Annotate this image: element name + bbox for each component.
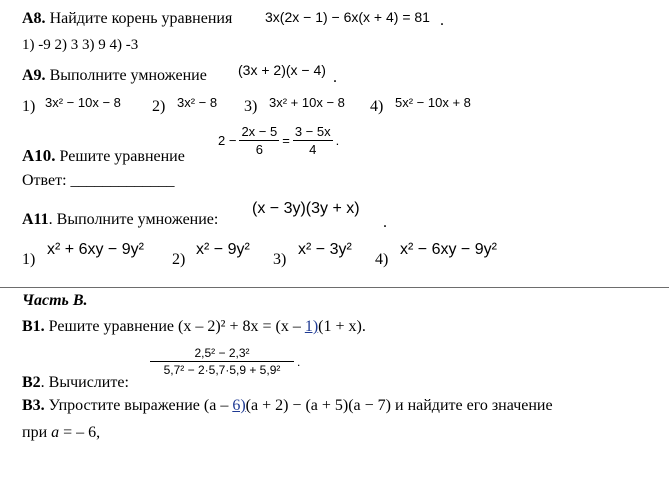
b1-text-post: (1 + x). [318, 318, 366, 335]
a11-trail: . [383, 214, 387, 231]
a9-label: А9. [22, 67, 46, 84]
b2-expression [150, 346, 300, 377]
a11-option-4-num: 4) [375, 251, 389, 268]
b2-label: В2 [22, 374, 41, 391]
b3-text-post: (a + 2) − (a + 5)(a − 7) и найдите его значение [245, 397, 553, 414]
a9-option-3-expr: 3x² + 10x − 8 [269, 95, 345, 110]
a10-fraction-1-bar [239, 140, 279, 141]
a10-equals: = [282, 133, 290, 148]
a9-trail: . [333, 69, 337, 86]
b2-fraction-numerator: 2,5² − 2,3² [194, 346, 250, 360]
b1-label: В1. [22, 318, 45, 335]
a9-option-1-num: 1) [22, 98, 36, 115]
a10-fraction-2-bar [293, 140, 333, 141]
a9-prompt: Выполните умножение [49, 67, 207, 84]
b3-text-link[interactable]: 6) [232, 397, 246, 414]
a9-option-4-num: 4) [370, 98, 384, 115]
a9-question [22, 67, 207, 85]
a10-fraction-1-numerator: 2x − 5 [241, 124, 278, 139]
b2-prompt: . Вычислите: [40, 374, 129, 391]
a11-expression: (x − 3y)(3y + x) [252, 200, 360, 217]
a10-label: А10. [22, 146, 56, 165]
a10-question [22, 146, 185, 166]
a11-question [22, 211, 218, 229]
a11-option-2-expr: x² − 9y² [196, 241, 250, 258]
a8-options: 1) -9 2) 3 3) 9 4) -3 [22, 37, 139, 53]
b3-question [22, 397, 553, 415]
a9-option-2-expr: 3x² − 8 [177, 95, 218, 110]
b3-line2-pre: при [22, 424, 52, 441]
b3-label: В3. [22, 397, 45, 414]
a11-label: А11 [22, 211, 49, 228]
a10-fraction-2-denominator: 4 [309, 142, 317, 157]
a9-option-2-num: 2) [152, 98, 166, 115]
a11-option-3-num: 3) [273, 251, 287, 268]
a10-fraction-2 [293, 124, 333, 157]
a8-equation: 3x(2x − 1) − 6x(x + 4) = 81 [265, 9, 430, 25]
a11-option-1-num: 1) [22, 251, 36, 268]
a11-option-2-num: 2) [172, 251, 186, 268]
section-divider [0, 287, 669, 288]
a11-option-4-expr: x² − 6xy − 9y² [400, 241, 497, 258]
a11-option-1-expr: x² + 6xy − 9y² [47, 241, 144, 258]
b1-text-pre: Решите уравнение (x – 2)² + 8x = (x – [48, 318, 305, 335]
b2-question [22, 374, 129, 392]
a10-answer-line: Ответ: _____________ [22, 172, 175, 189]
a8-question [22, 10, 232, 28]
a8-trail: . [440, 12, 444, 29]
a10-trail: . [335, 133, 340, 148]
a10-fraction-2-numerator: 3 − 5x [294, 124, 331, 139]
b2-fraction [150, 346, 294, 377]
b1-text-link[interactable]: 1) [304, 318, 319, 335]
a11-option-3-expr: x² − 3y² [298, 241, 352, 258]
b2-trail: . [297, 354, 301, 369]
a10-fraction-1-denominator: 6 [255, 142, 263, 157]
a10-equation [218, 124, 339, 157]
b2-fraction-denominator: 5,7² − 2·5,7·5,9 + 5,9² [163, 363, 281, 377]
a9-expression: (3x + 2)(x − 4) [238, 62, 326, 78]
a11-prompt: . Выполните умножение: [48, 211, 219, 228]
part-b-title: Часть В. [22, 292, 88, 309]
a9-option-4-expr: 5x² − 10x + 8 [395, 95, 471, 110]
a10-prompt: Решите уравнение [59, 148, 185, 165]
a9-option-1-expr: 3x² − 10x − 8 [45, 95, 121, 110]
a8-label: А8. [22, 10, 46, 27]
b3-text-pre: Упростите выражение (a – [48, 397, 233, 414]
b3-line2-post: = – 6, [59, 424, 101, 441]
b2-fraction-bar [150, 361, 294, 362]
a10-fraction-1 [239, 124, 279, 157]
b3-line2-var: a [51, 424, 60, 441]
a8-prompt: Найдите корень уравнения [49, 10, 233, 27]
b3-second-line [22, 424, 100, 442]
a9-option-3-num: 3) [244, 98, 258, 115]
b1-question [22, 318, 366, 336]
a10-lead: 2 − [218, 133, 237, 148]
